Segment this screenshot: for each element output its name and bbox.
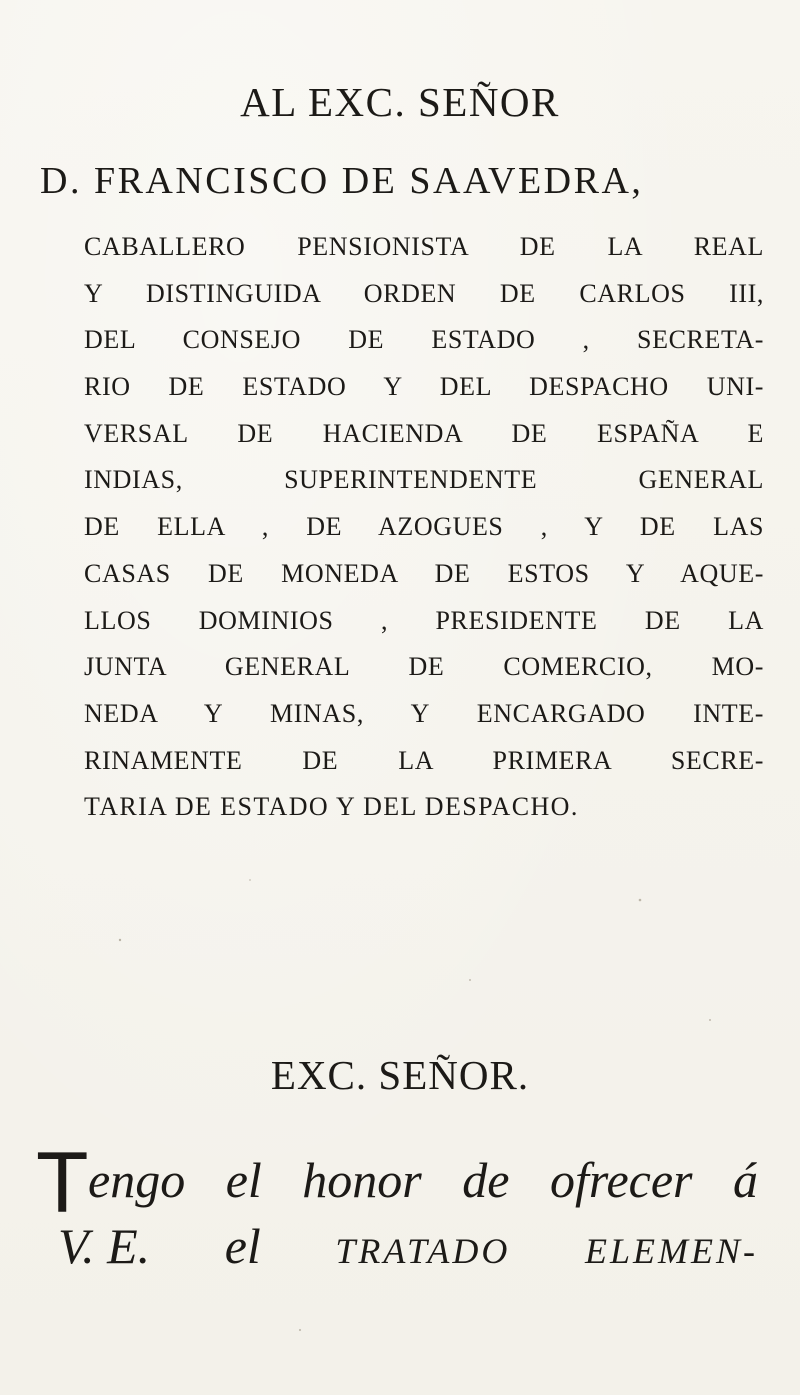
title-line: DE ELLA , DE AZOGUES , Y DE LAS bbox=[84, 512, 764, 542]
title-line: CABALLERO PENSIONISTA DE LA REAL bbox=[84, 232, 764, 261]
letter-word: engo bbox=[88, 1152, 186, 1208]
letter-line-1 bbox=[88, 1150, 758, 1210]
title-line: INDIAS, SUPERINTENDENTE GENERAL bbox=[84, 465, 764, 495]
title-line: VERSAL DE HACIENDA DE ESPAÑA E bbox=[84, 418, 764, 448]
title-line: CASAS DE MONEDA DE ESTOS Y AQUE- bbox=[84, 558, 764, 588]
title-line: TARIA DE ESTADO Y DEL DESPACHO. bbox=[84, 792, 579, 822]
letter-word: de bbox=[462, 1152, 510, 1208]
letter-word: ofrecer bbox=[549, 1152, 693, 1208]
letter-line-2 bbox=[58, 1216, 758, 1281]
dedicatee-name: D. FRANCISCO DE SAAVEDRA, bbox=[40, 160, 644, 202]
letter-word: el bbox=[225, 1152, 262, 1208]
dedicatee-titles bbox=[84, 224, 764, 831]
title-line: Y DISTINGUIDA ORDEN DE CARLOS III, bbox=[84, 278, 764, 308]
salutation: EXC. SEÑOR. bbox=[270, 1052, 530, 1098]
title-line: RINAMENTE DE LA PRIMERA SECRE- bbox=[84, 745, 764, 775]
letter-addressee: V. E. bbox=[58, 1218, 151, 1274]
book-title-word: ELEMEN- bbox=[584, 1231, 758, 1271]
title-line: NEDA Y MINAS, Y ENCARGADO INTE- bbox=[84, 698, 764, 728]
letter-word: el bbox=[224, 1218, 261, 1274]
title-line: DEL CONSEJO DE ESTADO , SECRETA- bbox=[84, 325, 764, 355]
book-title-word: TRATADO bbox=[335, 1231, 511, 1271]
title-line: JUNTA GENERAL DE COMERCIO, MO- bbox=[84, 652, 764, 682]
letter-word: á bbox=[733, 1152, 758, 1208]
title-line: RIO DE ESTADO Y DEL DESPACHO UNI- bbox=[84, 372, 764, 402]
drop-cap: T bbox=[36, 1135, 89, 1231]
title-line: LLOS DOMINIOS , PRESIDENTE DE LA bbox=[84, 605, 764, 635]
dedication-heading: AL EXC. SEÑOR bbox=[240, 79, 560, 125]
letter-word: honor bbox=[302, 1152, 422, 1208]
